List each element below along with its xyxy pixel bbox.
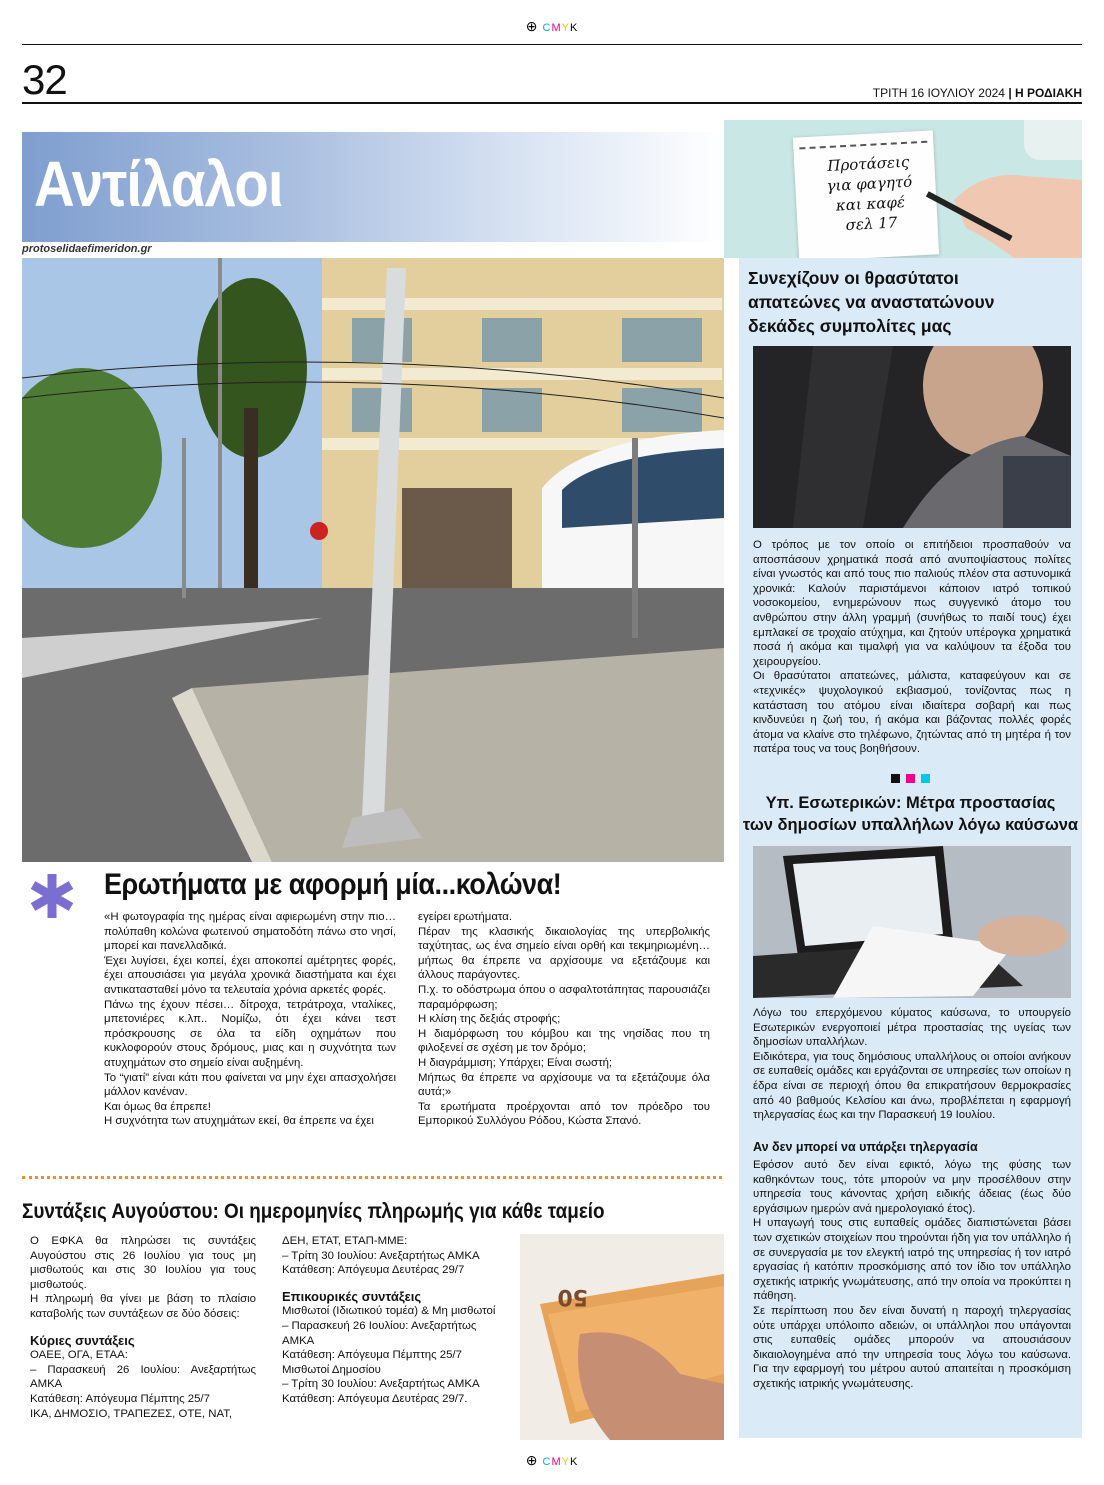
top-rule — [22, 44, 1082, 45]
svg-text:50: 50 — [557, 1284, 588, 1309]
aux-pensions-head: Επικουρικές συντάξεις — [282, 1288, 422, 1304]
registration-mark-top: ⊕ CMYK — [525, 18, 579, 34]
pensions-col1: Ο ΕΦΚΑ θα πληρώσει τις συντάξεις Αυγούστου στις 26 Ιουλίου για τους μη μισθωτούς και στις 30 Ιουλίου για τους μισθωτούς. Η πληρωμή θα γίνει με βάση το πλαίσιο καταβολής των συντάξεων σε δύο δόσεις: Κύριες συντάξεις ΟΑΕΕ, ΟΓΑ, ΕΤΑΑ: – Παρασκευή 26 Ιουλίου: Ανεξαρτήτως ΑΜΚΑ Κατάθεση: Απόγευμα Πέμπτης 25/7 ΙΚΑ, ΔΗΜΟΣΙΟ, ΤΡΑΠΕΖΕΣ, ΟΤΕ, ΝΑΤ, — [30, 1235, 256, 1420]
hand-pen-image — [914, 140, 1082, 258]
dateline: ΤΡΙΤΗ 16 ΙΟΥΛΙΟΥ 2024 | Η ΡΟΔΙΑΚΗ — [872, 86, 1082, 100]
promo-box[interactable] — [724, 120, 1082, 258]
main-pensions-head: Κύριες συντάξεις — [30, 1332, 135, 1348]
source-site: protoselidaefimeridon.gr — [22, 243, 152, 255]
photo-laptop-work — [753, 846, 1071, 998]
main-article-col1: «Η φωτογραφία της ημέρας είναι αφιερωμένη στην πιο… πολύπαθη κολώνα φωτεινού σηματοδότη πάνω στο νησί, μπορεί και πανελλαδικά. Έχει λυγίσει, έχει κοπεί, έχει αποκοπεί αμέτρητες φορές, έχει απουσιάσει για μεγάλα χρονικά διαστήματα και έχει αντικατασταθεί μόνο τα τελευταία χρόνια αρκετές φορές. Πάνω της έχουν πέσει… δίτροχα, τετράτροχα, νταλίκες, μπετονιέρες κ.λπ.. Νομίζω, ότι έχει κάνει τεστ πρόσκρουσης σε όλα τα είδη οχημάτων που κυκλοφορούν στους δρόμους, μιας και η συχνότητα των ατυχημάτων στο σημείο είναι αυξημένη. Το “γιατί” είναι κάτι που φαίνεται να μην έχει απασχολήσει μάλλον κανέναν. Και όμως θα έπρεπε! Η συχνότητα των ατυχημάτων εκεί, θα έπρεπε να έχει — [104, 911, 396, 1128]
issue-date: ΤΡΙΤΗ 16 ΙΟΥΛΙΟΥ 2024 — [872, 86, 1005, 100]
main-photo-street-pole — [22, 258, 724, 862]
asterisk-icon — [28, 872, 76, 920]
side2-body2: Εφόσον αυτό δεν είναι εφικτό, λόγω της φύσης των καθηκόντων τους, τότε μπορούν να μην προσέλθουν στην υπηρεσία τους κάνοντας χρήση ειδικής άδειας (έως δύο εργάσιμων ημερών ανά ημερολογιακό έτος). Η υπαγωγή τους στις ευπαθείς ομάδες διαπιστώνεται βάσει των σχετικών στοιχείων που τηρούνται ήδη για τον υπάλληλο ή σε συνεργασία με τον ελεγκτή ιατρό της υπηρεσίας ή τον ιατρό εργασίας ή κατόπιν προσκόμισης από τον ίδιο τον υπάλληλο σχετικής ιατρικής γνωμάτευσης, από την οποία να προκύπτει η πάθηση. Σε περίπτωση που δεν είναι δυνατή η παροχή τηλεργασίας ούτε υπάρχει υπόλοιπο αδειών, οι υπάλληλοι που υπάγονται στις ευπαθείς ομάδες μπορούν να απουσιάσουν δικαιολογημένα από την υπηρεσία τους λόγω του καύσωνα. Για την εφαρμογή του μέτρου αυτού απαιτείται η προσκόμιση σχετικής ιατρικής γνωμάτευσης. — [753, 1159, 1071, 1390]
side1-headline: Συνεχίζουν οι θρασύτατοι απατεώνες να αναστατώνουν δεκάδες συμπολίτες μας — [748, 268, 995, 336]
side2-body: Λόγω του επερχόμενου κύματος καύσωνα, το υπουργείο Εσωτερικών ενεργοποιεί μέτρα προστασίας της υγείας των δημοσίων υπαλλήλων. Ειδικότερα, για τους δημόσιους υπαλλήλους οι οποίοι ανήκουν σε ευπαθείς ομάδες και εργάζονται σε υπηρεσίες των οποίων η έδρα είναι σε περιοχή όπου θα επικρατήσουν θερμοκρασίες από 40 βαθμούς Κελσίου και άνω, προβλέπεται η εφαρμογή τηλεργασίας έως και την Παρασκευή 19 Ιουλίου. — [753, 1007, 1071, 1122]
pensions-col2: ΔΕΗ, ΕΤΑΤ, ΕΤΑΠ-ΜΜΕ: – Τρίτη 30 Ιουλίου: Ανεξαρτήτως ΑΜΚΑ Κατάθεση: Απόγευμα Δευτέρας 29/7 Επικουρικές συντάξεις Μισθωτοί (Ιδιωτικού τομέα) & Μη μισθωτοί – Παρασκευή 26 Ιουλίου: Ανεξαρτήτως ΑΜΚΑ Κατάθεση: Απόγευμα Πέμπτης 25/7 Μισθωτοί Δημοσίου – Τρίτη 30 Ιουλίου: Ανεξαρτήτως ΑΜΚΑ Κατάθεση: Απόγευμα Δευτέρας 29/7. — [282, 1234, 510, 1407]
header-rule — [22, 102, 1082, 104]
newspaper-name: Η ΡΟΔΙΑΚΗ — [1015, 86, 1082, 100]
dotted-separator — [22, 1176, 722, 1179]
pensions-headline: Συντάξεις Αυγούστου: Οι ημερομηνίες πληρωμής για κάθε ταμείο — [22, 1200, 605, 1223]
notepad-image: Προτάσεις για φαγητό και καφέ σελ 17 — [793, 130, 939, 258]
registration-mark-bottom: ⊕ CMYK — [525, 1452, 579, 1468]
side1-body: Ο τρόπος με τον οποίο οι επιτήδειοι προσπαθούν να αποσπάσουν χρηματικά ποσά από ανυποψίαστους πολίτες είναι γνωστός και από τους πιο παλιούς πλέον στα αστυνομικά χρονικά: Καλούν παριστάμενοι κάποιον ιατρό τοπικού νοσοκομείου, ενημερώνουν πως συγγενικό άτομο του ανθρώπου στην άλλη γραμμή (συνήθως το παιδί τους) έχει εμπλακεί σε τροχαίο ατύχημα, και ζητούν υπέρογκα χρηματικά ποσά ή ακόμα και τιμαλφή για να καλύψουν τα έξοδα του χειρουργείου. Οι θρασύτατοι απατεώνες, μάλιστα, καταφεύγουν και σε «τεχνικές» ψυχολογικού εκβιασμού, τονίζοντας πως η κατάσταση του ατόμου είναι ιδιαίτερα σοβαρή και πως κινδυνεύει η ζωή του, ή ακόμα και βάζοντας πολλές φορές άτομα να κλαίνε στο τηλέφωνο, ζητώντας από τη μητέρα ή τον πατέρα τους να τους βοηθήσουν. — [753, 539, 1071, 756]
photo-phone-caller — [753, 346, 1071, 528]
main-article-col2: εγείρει ερωτήματα. Πέραν της κλασικής δικαιολογίας της υπερβολικής ταχύτητας, ως ένα σημείο είναι ορθή και τεκμηριωμένη… μήπως θα έπρεπε να αρχίσουμε να εξετάζουμε και άλλους παράγοντες. Π.χ. το οδόστρωμα όπου ο ασφαλτοτάπητας παρουσιάζει παραμόρφωση; Η κλίση της δεξιάς στροφής; Η διαμόρφωση του κόμβου και της νησίδας που τη φιλοξενεί σε σχέση με τον δρόμο; Η διαγράμμιση; Υπάρχει; Είναι σωστή; Μήπως θα έπρεπε να αρχίσουμε να τα εξετάζουμε όλα αυτά;» Τα ερωτήματα προέρχονται από τον πρόεδρο του Εμπορικού Συλλόγου Ρόδου, Κώστα Σπανό. — [418, 911, 710, 1128]
photo-banknotes — [520, 1234, 724, 1440]
section-title: Αντίλαλοι — [34, 148, 283, 220]
main-headline: Ερωτήματα με αφορμή μία...κολώνα! — [104, 868, 562, 901]
side2-subhead: Αν δεν μπορεί να υπάρξει τηλεργασία — [753, 1140, 978, 1154]
side2-headline: Υπ. Εσωτερικών: Μέτρα προστασίας των δημοσίων υπαλλήλων λόγω καύσωνα — [742, 794, 1079, 834]
section-divider-squares — [739, 770, 1082, 788]
page-number: 32 — [22, 56, 67, 103]
